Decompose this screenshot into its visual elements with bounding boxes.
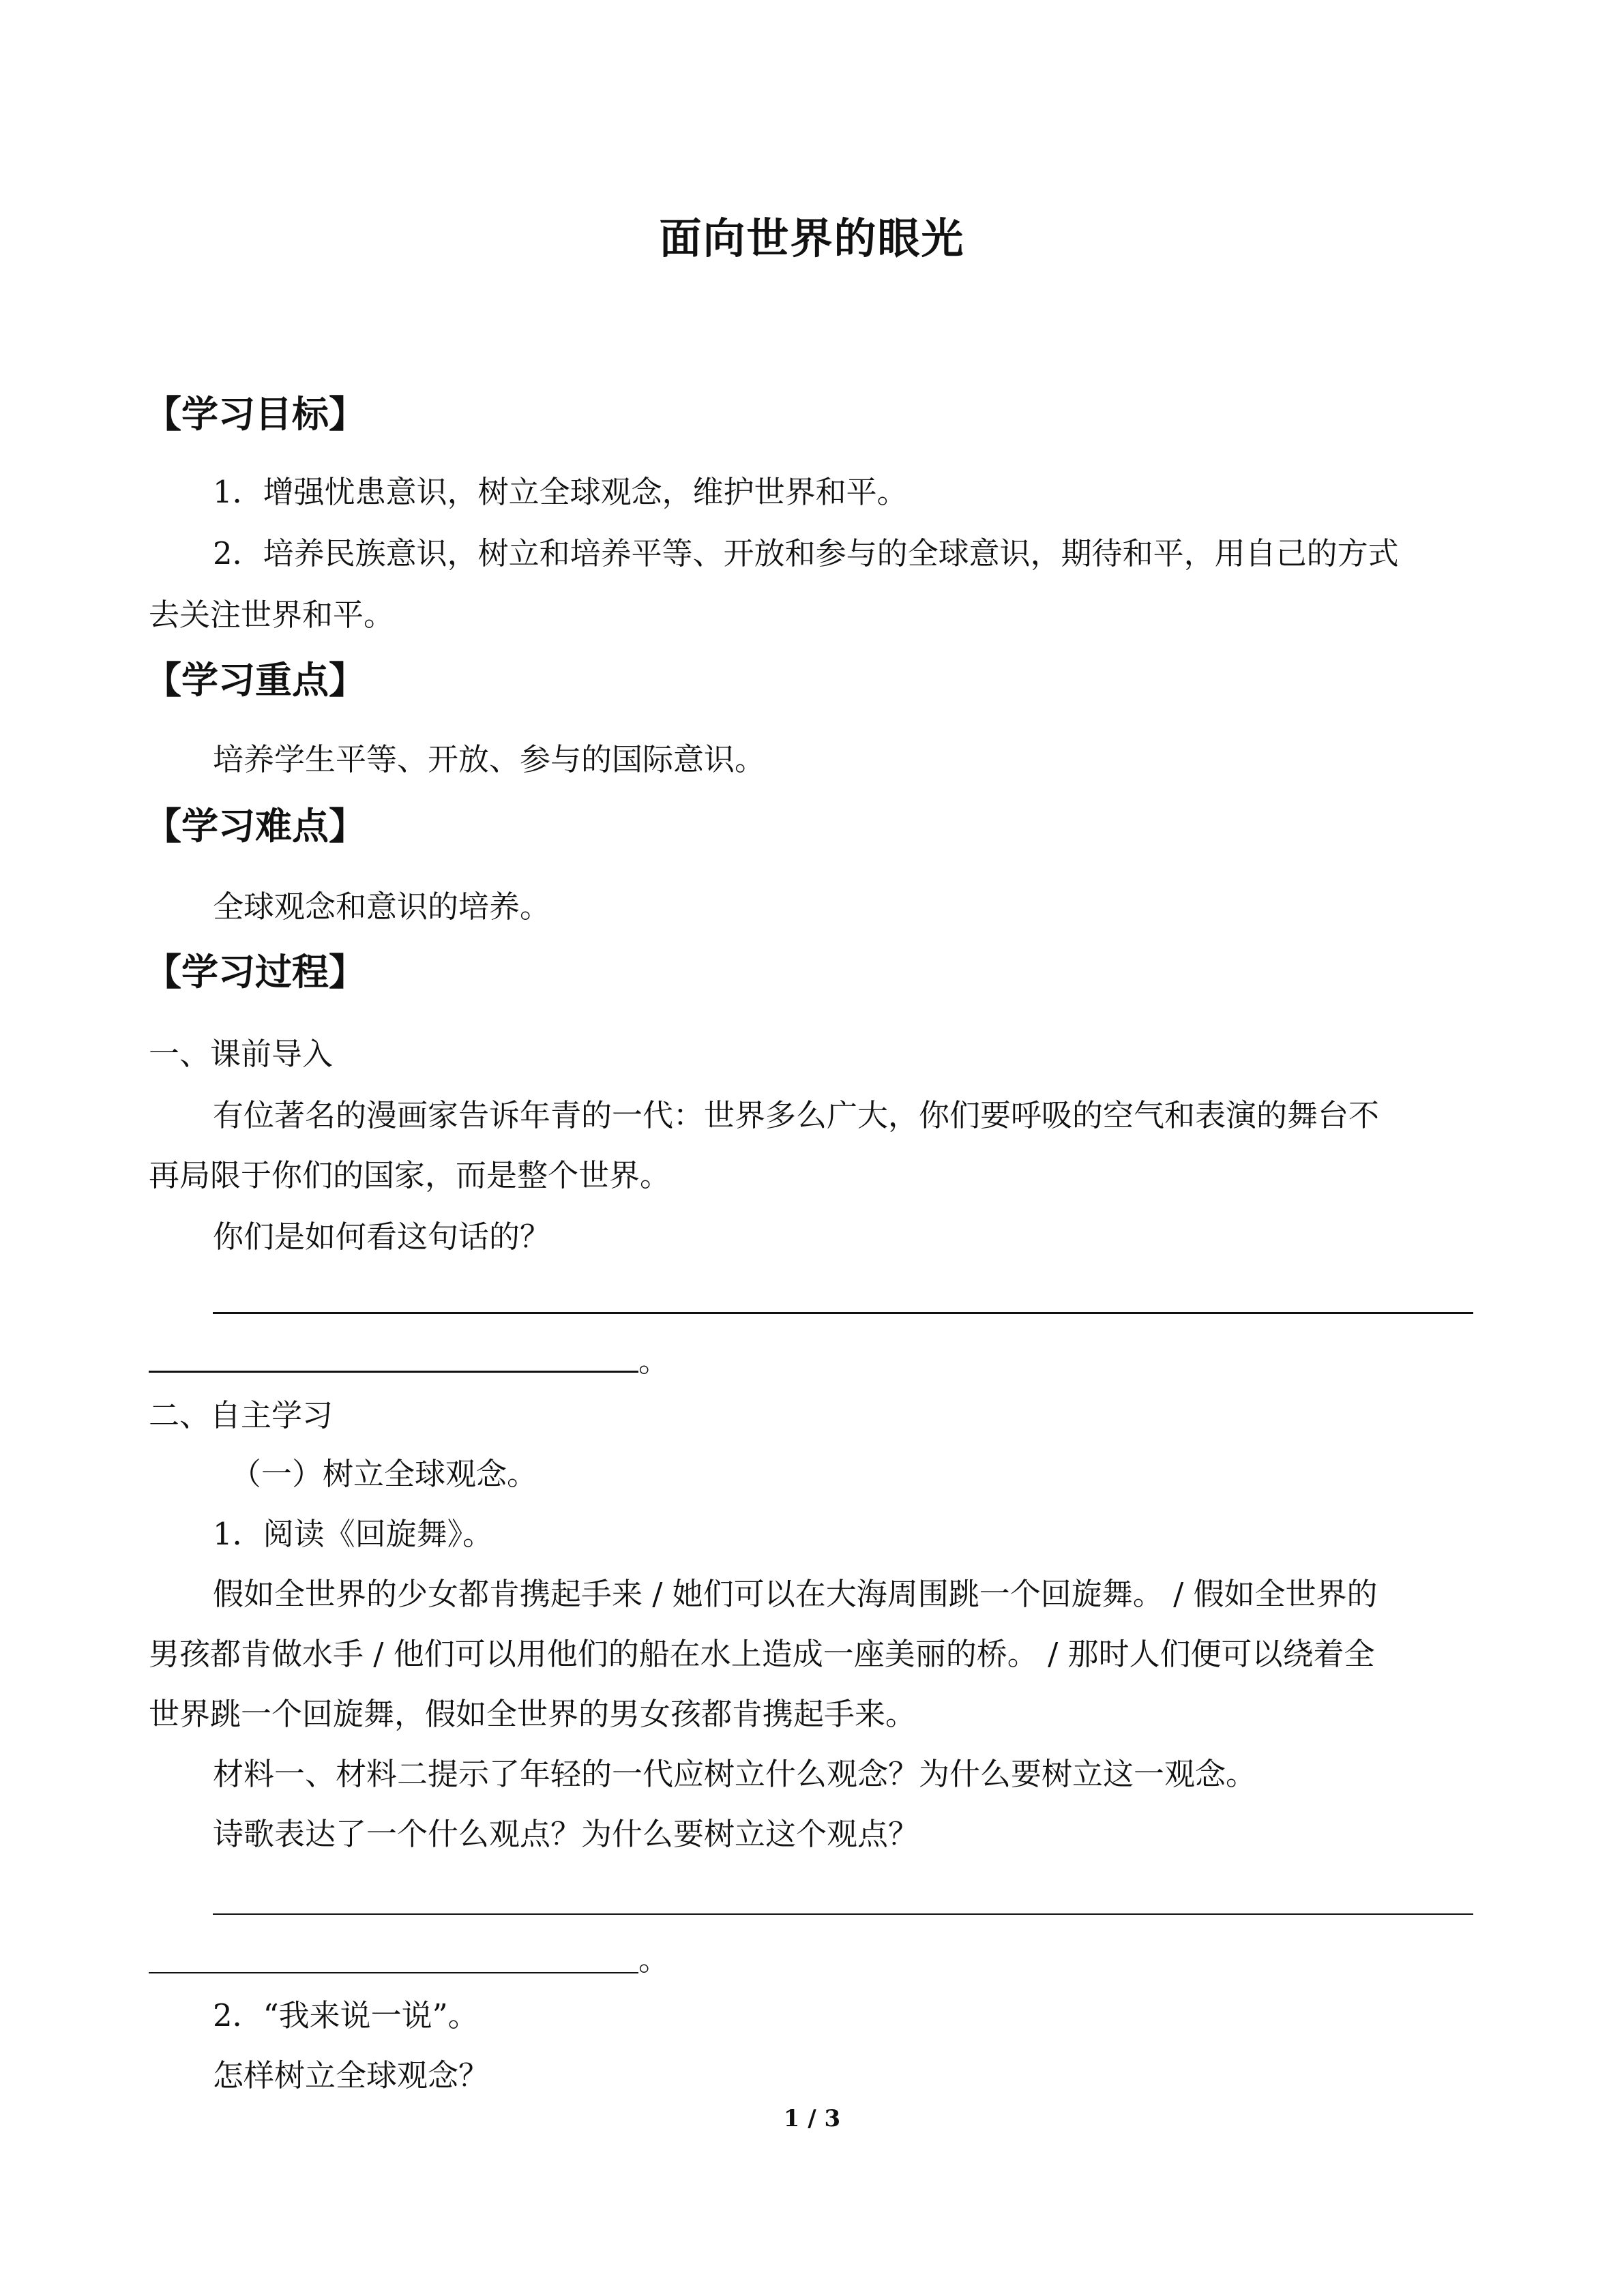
difficulties-text: 全球观念和意识的培养。 bbox=[213, 889, 551, 925]
key-points-text: 培养学生平等、开放、参与的国际意识。 bbox=[213, 741, 766, 777]
intro-paragraph-line-2: 再局限于你们的国家，而是整个世界。 bbox=[149, 1157, 671, 1193]
question-2: 诗歌表达了一个什么观点？为什么要树立这个观点？ bbox=[213, 1816, 919, 1852]
page-number: 1 / 3 bbox=[783, 2105, 841, 2132]
objective-item-2-line-1: 2．培养民族意识，树立和培养平等、开放和参与的全球意识，期待和平，用自己的方式 bbox=[213, 535, 1399, 571]
question-3: 怎样树立全球观念？ bbox=[213, 2057, 490, 2093]
poem-line-2: 男孩都肯做水手 / 他们可以用他们的船在水上造成一座美丽的桥。 / 那时人们便可以绕着全 bbox=[149, 1636, 1375, 1672]
page-title: 面向世界的眼光 bbox=[659, 213, 965, 263]
intro-question: 你们是如何看这句话的？ bbox=[213, 1219, 551, 1255]
answer-blank-line-4 bbox=[149, 1972, 638, 1973]
question-1: 材料一、材料二提示了年轻的一代应树立什么观念？为什么要树立这一观念。 bbox=[213, 1756, 1257, 1792]
reading-item: 1．阅读《回旋舞》。 bbox=[213, 1516, 494, 1552]
answer-end-mark: 。 bbox=[638, 1343, 670, 1379]
self-study-subsection-1: （一）树立全球观念。 bbox=[231, 1456, 538, 1492]
poem-line-1: 假如全世界的少女都肯携起手来 / 她们可以在大海周围跳一个回旋舞。 / 假如全世界的 bbox=[213, 1576, 1378, 1612]
heading-difficulties: 【学习难点】 bbox=[145, 805, 366, 848]
answer-blank-line-2 bbox=[149, 1371, 638, 1373]
heading-process: 【学习过程】 bbox=[145, 951, 366, 994]
answer-blank-line-1 bbox=[213, 1312, 1473, 1314]
intro-label: 一、课前导入 bbox=[149, 1036, 334, 1072]
self-study-label: 二、自主学习 bbox=[149, 1397, 334, 1433]
heading-objectives: 【学习目标】 bbox=[145, 393, 366, 436]
objective-item-2-line-2: 去关注世界和平。 bbox=[149, 597, 395, 633]
poem-line-3: 世界跳一个回旋舞，假如全世界的男女孩都肯携起手来。 bbox=[149, 1696, 917, 1732]
item-2: 2．“我来说一说”。 bbox=[213, 1997, 479, 2033]
objective-item-1: 1．增强忧患意识，树立全球观念，维护世界和平。 bbox=[213, 474, 908, 510]
heading-key-points: 【学习重点】 bbox=[145, 659, 366, 702]
answer-end-mark-2: 。 bbox=[638, 1941, 670, 1978]
answer-blank-line-3 bbox=[213, 1913, 1473, 1915]
intro-paragraph-line-1: 有位著名的漫画家告诉年青的一代：世界多么广大，你们要呼吸的空气和表演的舞台不 bbox=[213, 1097, 1380, 1133]
